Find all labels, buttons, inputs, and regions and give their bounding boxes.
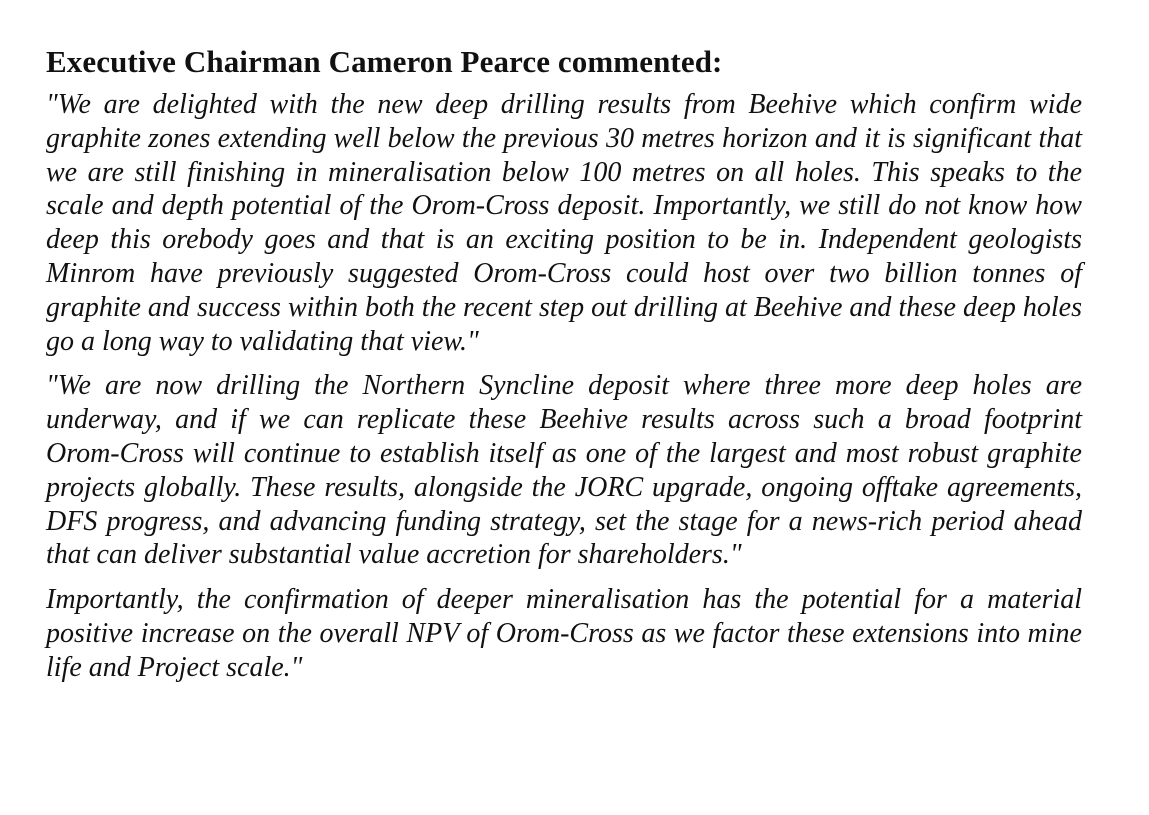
section-heading: Executive Chairman Cameron Pearce commented: — [46, 44, 723, 79]
quote-paragraph-1: "We are delighted with the new deep drilling results from Beehive which confirm wide graphite zones extending well below the previous 30 metres horizon and it is significant that we are still finishing in mineralisation below 100 metres on all holes. This speaks to the scale and depth potential of the Orom-Cross deposit. Importantly, we still do not know how deep this orebody goes and that is an exciting position to be in. Independent geologists Minrom have previously suggested Orom-Cross could host over two billion tonnes of graphite and success within both the recent step out drilling at Beehive and these deep holes go a long way to validating that view." — [46, 89, 1082, 357]
quote-paragraph-3: Importantly, the confirmation of deeper mineralisation has the potential for a material positive increase on the overall NPV of Orom-Cross as we factor these extensions into mine life and Project scale." — [46, 584, 1082, 683]
document-body — [46, 42, 1082, 696]
quote-paragraph-2: "We are now drilling the Northern Syncline deposit where three more deep holes are underway, and if we can replicate these Beehive results across such a broad footprint Orom-Cross will continue to establish itself as one of the largest and most robust graphite projects globally. These results, alongside the JORC upgrade, ongoing offtake agreements, DFS progress, and advancing funding strategy, set the stage for a news-rich period ahead that can deliver substantial value accretion for shareholders." — [46, 370, 1082, 571]
